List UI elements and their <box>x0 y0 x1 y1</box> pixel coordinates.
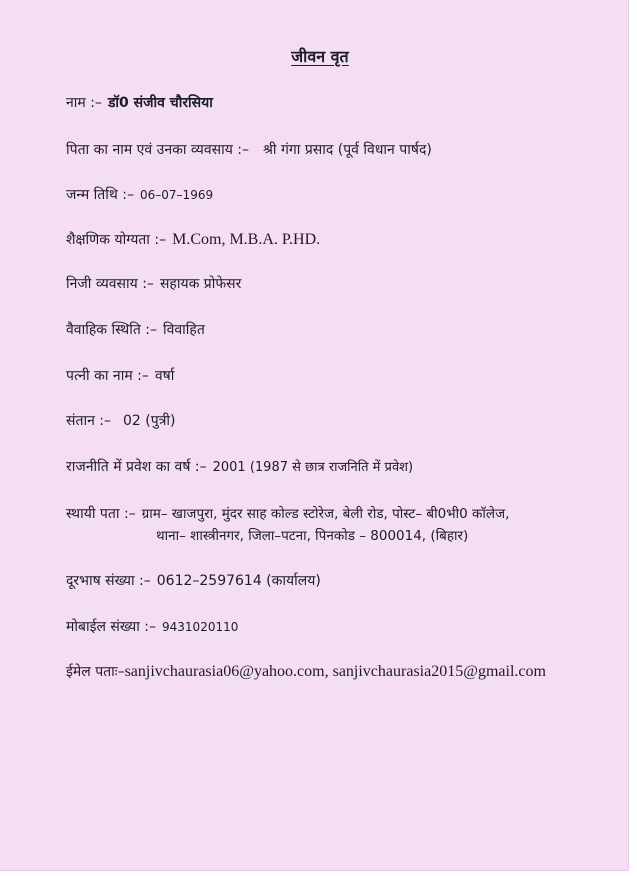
wife-value: वर्षा <box>154 368 175 384</box>
email-value: sanjivchaurasia06@yahoo.com, sanjivchaurasia2015@gmail.com <box>124 663 546 680</box>
marital-value: विवाहित <box>162 322 205 338</box>
education-row <box>66 230 320 250</box>
education-value: M.Com, M.B.A. P.HD. <box>172 231 321 248</box>
father-row <box>66 140 432 160</box>
phone-value: 0612–2597614 (कार्यालय) <box>156 573 321 589</box>
address-label: स्थायी पता :– <box>66 506 136 522</box>
address-row <box>66 504 509 524</box>
email-label: ईमेल पताः– <box>66 664 125 680</box>
occupation-label: निजी व्यवसाय :– <box>66 276 154 292</box>
phone-label: दूरभाष संख्या :– <box>66 573 151 589</box>
dob-row <box>66 185 213 205</box>
education-label: शैक्षणिक योग्यता :– <box>66 232 167 248</box>
name-label: नाम :– <box>66 95 102 111</box>
occupation-value: सहायक प्रोफेसर <box>159 276 242 292</box>
father-value: श्री गंगा प्रसाद (पूर्व विधान पार्षद) <box>263 142 432 158</box>
address-line1: ग्राम– खाजपुरा, मुंदर साह कोल्ड स्टोरेज, बेली रोड, पोस्ट– बी0भी0 कॉलेज, <box>141 506 510 522</box>
children-label: संतान :– <box>66 413 112 429</box>
email-row <box>66 662 546 682</box>
mobile-label: मोबाईल संख्या :– <box>66 619 157 635</box>
mobile-row <box>66 617 238 637</box>
occupation-row <box>66 274 241 294</box>
father-label: पिता का नाम एवं उनका व्यवसाय :– <box>66 142 249 158</box>
name-value: डॉ0 संजीव चौरसिया <box>107 95 213 111</box>
politics-row <box>66 457 413 478</box>
marital-label: वैवाहिक स्थिति :– <box>66 322 157 338</box>
wife-row <box>66 366 174 386</box>
wife-label: पत्नी का नाम :– <box>66 368 149 384</box>
page-title: जीवन वृत <box>291 47 349 66</box>
phone-row <box>66 571 321 591</box>
dob-value: 06–07–1969 <box>140 188 214 202</box>
mobile-value: 9431020110 <box>162 620 239 634</box>
children-value: 02 (पुत्री) <box>123 413 176 429</box>
address-line2: थाना– शास्त्रीनगर, जिला–पटना, पिनकोड – 800014, (बिहार) <box>156 528 469 544</box>
dob-label: जन्म तिथि :– <box>66 187 135 203</box>
politics-value: 2001 (1987 से छात्र राजनिति में प्रवेश) <box>212 460 414 475</box>
name-row <box>66 93 213 113</box>
children-row <box>66 411 176 431</box>
marital-row <box>66 320 205 340</box>
politics-label: राजनीति में प्रवेश का वर्ष :– <box>66 459 207 475</box>
